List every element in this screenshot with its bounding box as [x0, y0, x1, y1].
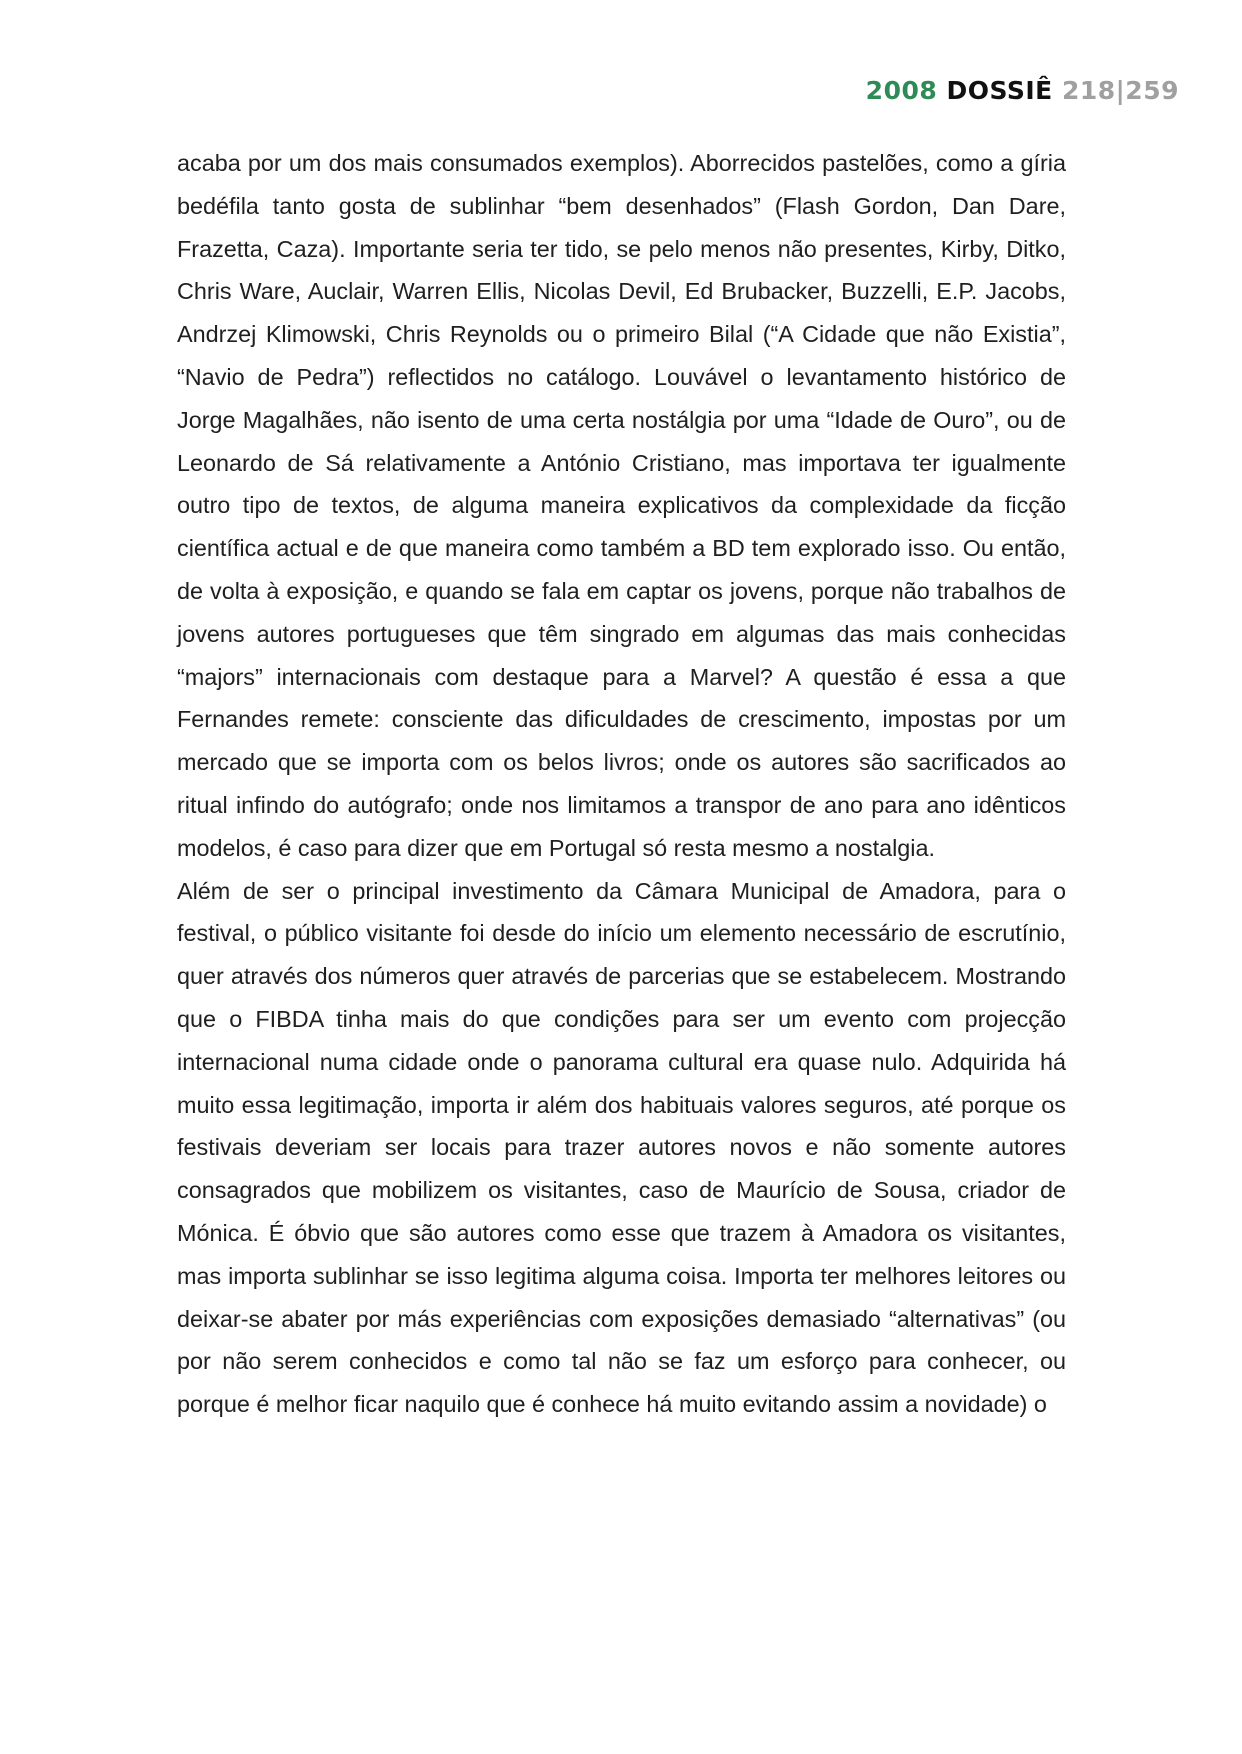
paragraph-2: Além de ser o principal investimento da Câmara Municipal de Amadora, para o festival, o público visitante foi desde do início um elemento necessário de escrutínio, quer através dos números quer através de parcerias que se estabelecem. Mostrando que o FIBDA tinha mais do que condições para ser um evento com projecção internacional numa cidade onde o panorama cultural era quase nulo. Adquirida há muito essa legitimação, importa ir além dos habituais valores seguros, até porque os festivais deveriam ser locais para trazer autores novos e não somente autores consagrados que mobilizem os visitantes, caso de Maurício de Sousa, criador de Mónica. É óbvio que são autores como esse que trazem à Amadora os visitantes, mas importa sublinhar se isso legitima alguma coisa. Importa ter melhores leitores ou deixar-se abater por más experiências com exposições demasiado “alternativas” (ou por não serem conhecidos e como tal não se faz um esforço para conhecer, ou porque é melhor ficar naquilo que é conhece há muito evitando assim a novidade) o — [177, 877, 1066, 1418]
header-page-numbers: 218|259 — [1061, 76, 1179, 105]
paragraph-1: acaba por um dos mais consumados exemplos). Aborrecidos pastelões, como a gíria bedéfila tanto gosta de sublinhar “bem desenhados” (Flash Gordon, Dan Dare, Frazetta, Caza). Importante seria ter tido, se pelo menos não presentes, Kirby, Ditko, Chris Ware, Auclair, Warren Ellis, Nicolas Devil, Ed Brubacker, Buzzelli, E.P. Jacobs, Andrzej Klimowski, Chris Reynolds ou o primeiro Bilal (“A Cidade que não Existia”, “Navio de Pedra”) reflectidos no catálogo. Louvável o levantamento histórico de Jorge Magalhães, não isento de uma certa nostálgia por uma “Idade de Ouro”, ou de Leonardo de Sá relativamente a António Cristiano, mas importava ter igualmente outro tipo de textos, de alguma maneira explicativos da complexidade da ficção científica actual e de que maneira como também a BD tem explorado isso. Ou então, de volta à exposição, e quando se fala em captar os jovens, porque não trabalhos de jovens autores portugueses que têm singrado em algumas das mais conhecidas “majors” internacionais com destaque para a Marvel? A questão é essa a que Fernandes remete: consciente das dificuldades de crescimento, impostas por um mercado que se importa com os belos livros; onde os autores são sacrificados ao ritual infindo do autógrafo; onde nos limitamos a transpor de ano para ano idênticos modelos, é caso para dizer que em Portugal só resta mesmo a nostalgia. — [177, 150, 1066, 861]
page-header — [866, 76, 1179, 105]
header-title: DOSSIÊ — [946, 76, 1053, 105]
header-year: 2008 — [865, 76, 938, 105]
article-body — [177, 142, 1066, 1426]
